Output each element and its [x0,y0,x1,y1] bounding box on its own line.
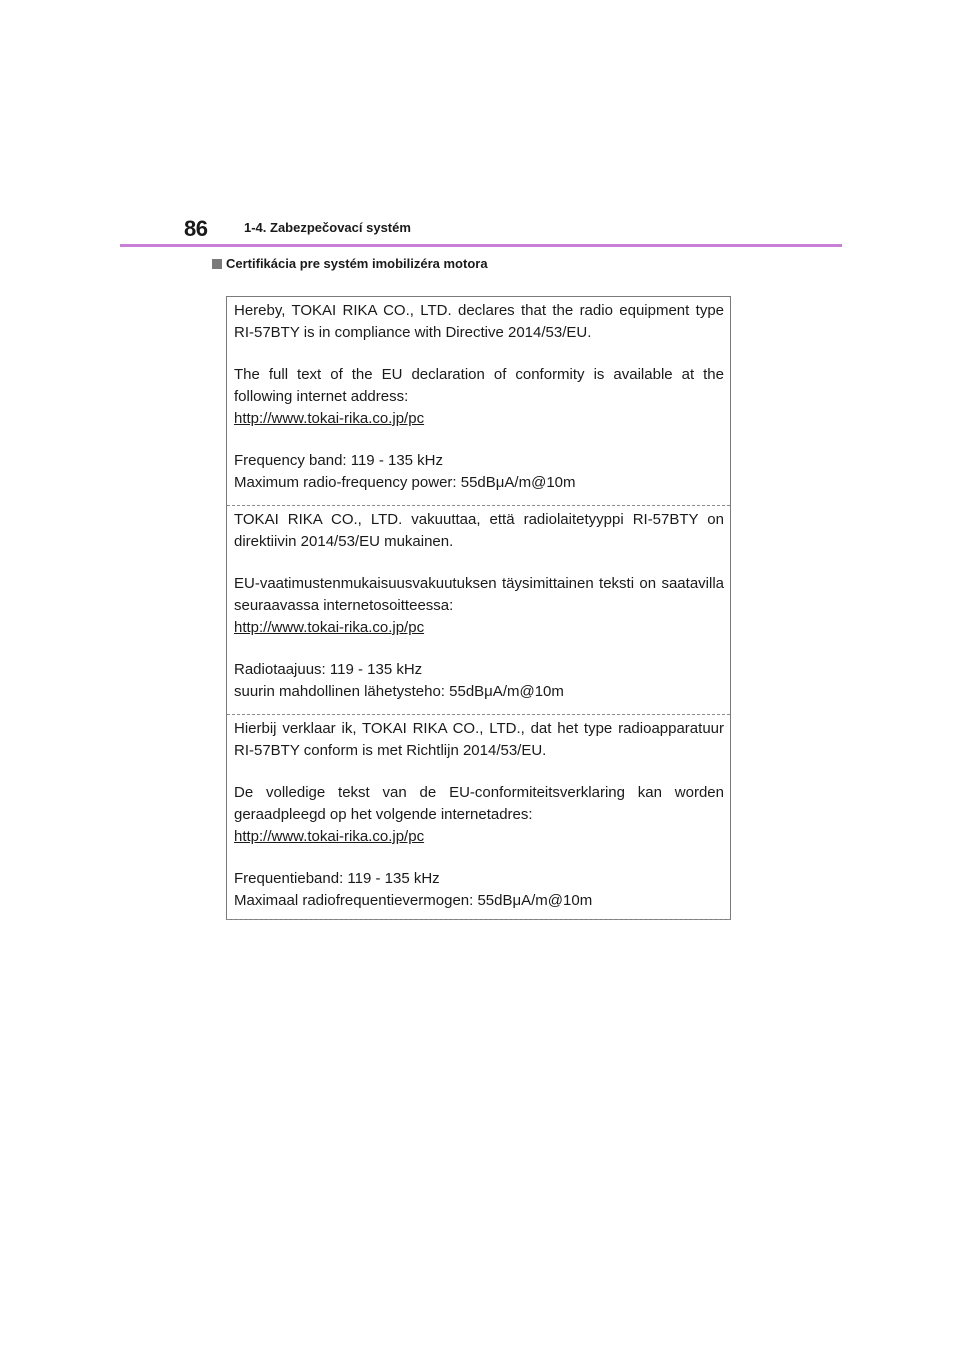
declaration-link[interactable]: http://www.tokai-rika.co.jp/pc [234,828,425,845]
certification-box [226,296,731,920]
chapter-title: 1-4. Zabezpečovací systém [244,220,411,235]
cert-block-dutch [227,718,730,912]
frequency-text: Frequentieband: 119 - 135 kHz [234,870,440,887]
cert-block-finnish [227,509,730,703]
cert-divider [227,505,730,506]
power-text: Maximum radio-frequency power: 55dBμA/m@10m [234,474,576,491]
power-text: suurin mahdollinen lähetysteho: 55dBμA/m@10m [234,683,564,700]
square-bullet-icon [212,259,222,269]
cert-divider [227,919,730,920]
declaration-text: Hereby, TOKAI RIKA CO., LTD. declares that the radio equipment type RI-57BTY is in compliance with Directive 2014/53/EU. [234,302,724,341]
page-number: 86 [184,216,208,241]
frequency-text: Radiotaajuus: 119 - 135 kHz [234,661,423,678]
frequency-text: Frequency band: 119 - 135 kHz [234,452,444,469]
declaration-text: TOKAI RIKA CO., LTD. vakuuttaa, että radiolaitetyyppi RI-57BTY on direktiivin 2014/53/EU mukainen. [234,511,724,550]
section-heading [212,256,488,271]
declaration-link[interactable]: http://www.tokai-rika.co.jp/pc [234,619,425,636]
header-rule [120,244,842,247]
section-heading-text: Certifikácia pre systém imobilizéra motora [226,256,488,271]
cert-divider [227,714,730,715]
availability-text: De volledige tekst van de EU-conformiteitsverklaring kan worden geraadpleegd op het volgende internetadres: [234,784,724,823]
declaration-link[interactable]: http://www.tokai-rika.co.jp/pc [234,410,425,427]
cert-block-english [227,300,730,494]
availability-text: The full text of the EU declaration of conformity is available at the following internet address: [234,366,724,405]
power-text: Maximaal radiofrequentievermogen: 55dBμA/m@10m [234,892,593,909]
declaration-text: Hierbij verklaar ik, TOKAI RIKA CO., LTD., dat het type radioapparatuur RI-57BTY conform is met Richtlijn 2014/53/EU. [234,720,724,759]
availability-text: EU-vaatimustenmukaisuusvakuutuksen täysimittainen teksti on saatavilla seuraavassa internetosoitteessa: [234,575,724,614]
